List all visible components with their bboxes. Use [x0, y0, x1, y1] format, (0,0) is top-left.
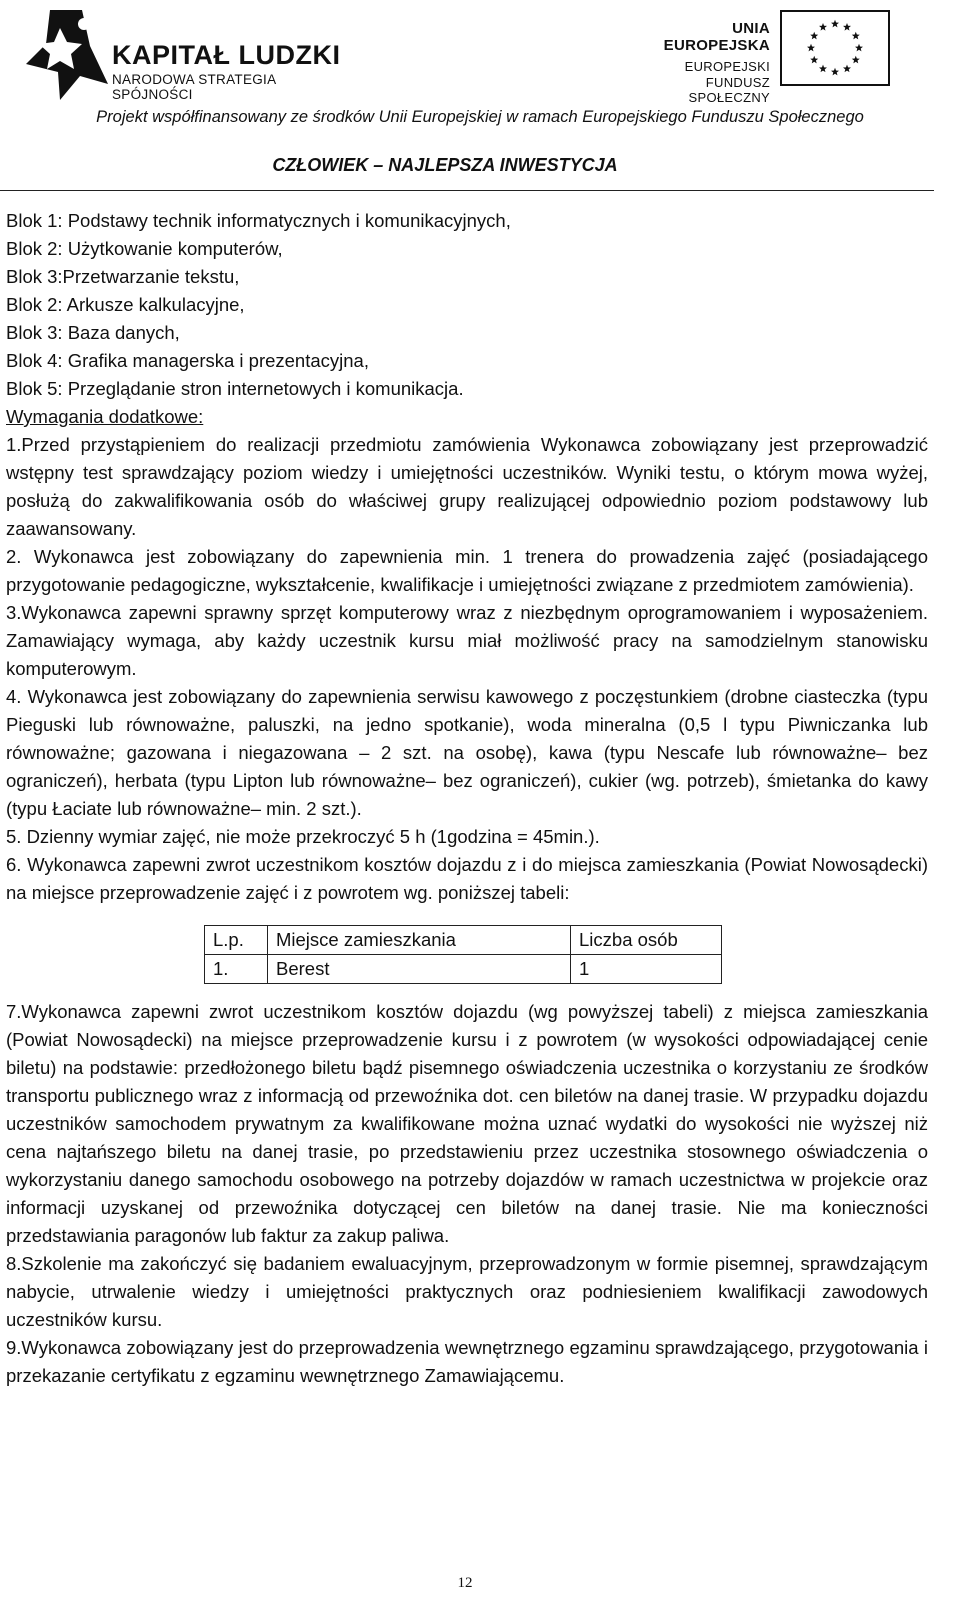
table-header-cell: L.p.: [205, 926, 268, 955]
eu-line-union: UNIA EUROPEJSKA: [663, 20, 770, 54]
block-item: Blok 5: Przeglądanie stron internetowych i komunikacja.: [6, 378, 464, 399]
document-body: [6, 207, 928, 1390]
kapital-ludzki-logo: [20, 6, 350, 102]
block-item: Blok 3:Przetwarzanie tekstu,: [6, 266, 240, 287]
table-header-cell: Liczba osób: [571, 926, 722, 955]
block-item: Blok 4: Grafika managerska i prezentacyjna,: [6, 350, 369, 371]
places-table: [204, 925, 722, 984]
eu-logo-text: [622, 20, 770, 105]
requirement-paragraph: 7.Wykonawca zapewni zwrot uczestnikom kosztów dojazdu (wg powyższej tabeli) z miejsca zamieszkania (Powiat Nowosądecki) na miejsce przeprowadzenie kursu i z powrotem (w wysokości odpowiadającej cenie biletu) na podstawie: przedłożonego biletu bądź pisemnego oświadczenia uczestnika o korzystaniu ze środków transportu publicznego wraz z informacją od przewoźnika dot. cen biletów na danej trasie. W przypadku dojazdu uczestników samochodem prywatnym za kwalifikowane można uznać wydatki do wysokości nie wyższej niż cena najtańszego biletu na danej trasie, po przedstawieniu przez uczestnika stosownego oświadczenia o wykorzystaniu danego samochodu osobowego na potrzeby dojazdów w ramach uczestnictwa w projekcie oraz informacji uzyskanej od przewoźnika dotyczącej cen biletów na danej trasie. Nie ma konieczności przedstawiania paragonów lub faktur za zakup paliwa.: [6, 1001, 928, 1246]
requirement-paragraph: 3.Wykonawca zapewni sprawny sprzęt komputerowy wraz z niezbędnym oprogramowaniem i wyposażeniem. Zamawiający wymaga, aby każdy uczestnik kursu miał możliwość pracy na samodzielnym stanowisku komputerowym.: [6, 602, 928, 679]
requirement-paragraph: 6. Wykonawca zapewni zwrot uczestnikom kosztów dojazdu z i do miejsca zamieszkania (Powiat Nowosądecki) na miejsce przeprowadzenie zajęć i z powrotem wg. poniższej tabeli:: [6, 854, 928, 903]
table-header-row: [205, 926, 722, 955]
block-item: Blok 1: Podstawy technik informatycznych i komunikacyjnych,: [6, 210, 511, 231]
page-number: 12: [457, 1575, 473, 1591]
requirements-heading: Wymagania dodatkowe:: [6, 406, 204, 427]
requirement-paragraph: 8.Szkolenie ma zakończyć się badaniem ewaluacyjnym, przeprowadzonym w formie pisemnej, sprawdzającym nabycie, utrwalenie wiedzy i umiejętności praktycznych oraz podniesieniem kwalifikacji zawodowych uczestników kursu.: [6, 1253, 928, 1330]
kapital-ludzki-title: KAPITAŁ LUDZKI: [112, 40, 341, 70]
table-header-cell: Miejsce zamieszkania: [268, 926, 571, 955]
page-header: [0, 0, 960, 205]
block-item: Blok 3: Baza danych,: [6, 322, 180, 343]
requirement-paragraph: 9.Wykonawca zobowiązany jest do przeprowadzenia wewnętrznego egzaminu sprawdzającego, przygotowania i przekazanie certyfikatu z egzaminu wewnętrznego Zamawiającemu.: [6, 1337, 928, 1386]
block-item: Blok 2: Użytkowanie komputerów,: [6, 238, 283, 259]
header-divider: [0, 190, 934, 191]
table-cell: 1: [571, 955, 722, 984]
places-table-wrapper: [6, 925, 928, 984]
eu-line-fund: FUNDUSZ SPOŁECZNY: [688, 75, 770, 105]
kapital-ludzki-subtitle: NARODOWA STRATEGIA SPÓJNOŚCI: [112, 72, 276, 102]
requirement-paragraph: 1.Przed przystąpieniem do realizacji przedmiotu zamówienia Wykonawca zobowiązany jest przeprowadzić wstępny test sprawdzający poziom wiedzy i umiejętności uczestników. Wyniki testu, o którym mowa wyżej, posłużą do zakwalifikowania osób do właściwej grupy realizującej odpowiednio poziom podstawowy lub zaawansowany.: [6, 434, 928, 539]
requirement-paragraph: 5. Dzienny wymiar zajęć, nie może przekroczyć 5 h (1godzina = 45min.).: [6, 826, 600, 847]
cofinancing-tagline: Projekt współfinansowany ze środków Unii Europejskiej w ramach Europejskiego Funduszu Społecznego: [96, 108, 864, 126]
motto: CZŁOWIEK – NAJLEPSZA INWESTYCJA: [272, 155, 618, 175]
table-row: [205, 955, 722, 984]
requirement-paragraph: 4. Wykonawca jest zobowiązany do zapewnienia serwisu kawowego z poczęstunkiem (drobne ciasteczka (typu Pieguski lub równoważne, paluszki, na jedno spotkanie), woda mineralna (0,5 l typu Piwniczanka lub równoważne; gazowana i niegazowana – 2 szt. na osobę), kawa (typu Nescafe lub równoważne– bez ograniczeń), herbata (typu Lipton lub równoważne– bez ograniczeń), cukier (wg. potrzeb), śmietanka do kawy (typu Łaciate lub równoważne– min. 2 szt.).: [6, 686, 928, 819]
block-item: Blok 2: Arkusze kalkulacyjne,: [6, 294, 245, 315]
eu-flag-icon: [780, 10, 890, 86]
requirement-paragraph: 2. Wykonawca jest zobowiązany do zapewnienia min. 1 trenera do prowadzenia zajęć (posiadającego przygotowanie pedagogiczne, wykształcenie, kwalifikacje i umiejętności związane z przedmiotem zamówienia).: [6, 546, 928, 595]
kapital-ludzki-star-icon: [20, 6, 112, 102]
table-cell: 1.: [205, 955, 268, 984]
eu-line-european: EUROPEJSKI: [684, 59, 770, 74]
table-cell: Berest: [268, 955, 571, 984]
